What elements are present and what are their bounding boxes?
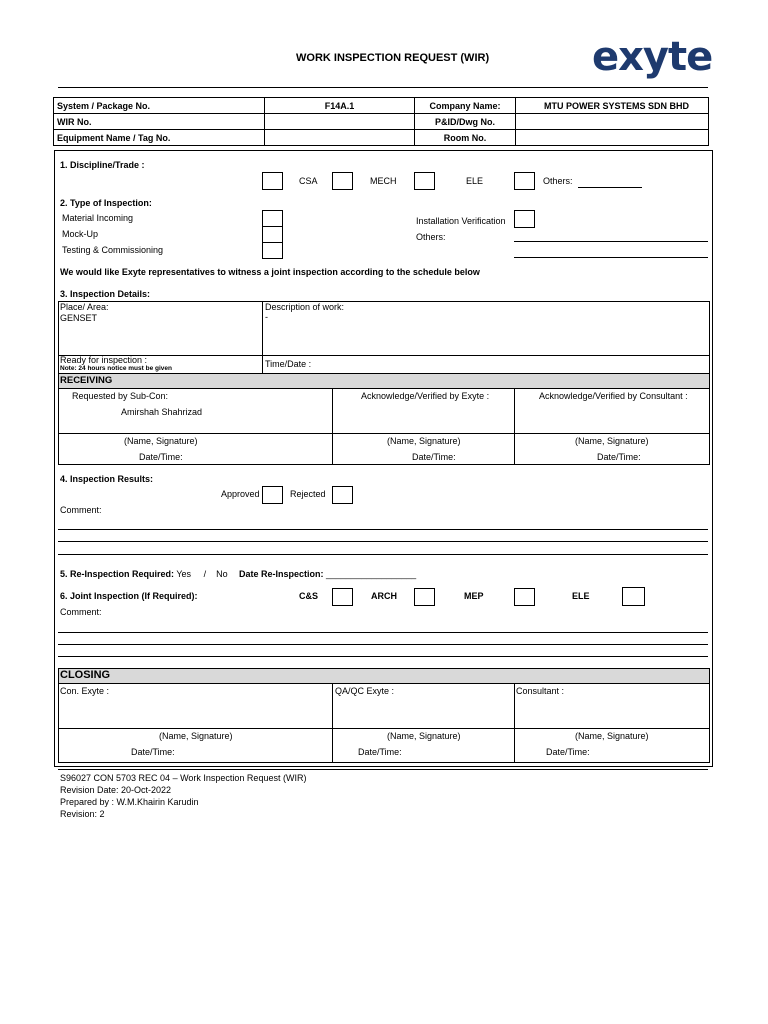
discipline-heading: 1. Discipline/Trade : [60, 160, 145, 170]
place-label: Place/ Area: [60, 302, 109, 312]
reinspection-row [60, 569, 228, 579]
description-label: Description of work: [265, 302, 345, 312]
receiving-row-divider [58, 433, 710, 434]
closing-header [58, 668, 710, 684]
con-exyte-label: Con. Exyte : [60, 686, 110, 696]
pid-value[interactable] [516, 114, 709, 130]
time-date-label: Time/Date : [265, 359, 312, 369]
wir-value[interactable] [265, 114, 415, 130]
qaqc-name-signature: (Name, Signature) [387, 731, 461, 741]
type-others-line-1[interactable] [514, 241, 708, 242]
receiving-divider-1 [332, 388, 333, 465]
details-divider [262, 301, 263, 374]
arch-checkbox[interactable] [414, 588, 435, 606]
csa-checkbox[interactable] [262, 172, 283, 190]
others-checkbox[interactable] [514, 172, 535, 190]
ele-label: ELE [466, 176, 484, 186]
closing-consultant-datetime: Date/Time: [546, 747, 590, 757]
qaqc-datetime: Date/Time: [358, 747, 402, 757]
approved-checkbox[interactable] [262, 486, 283, 504]
room-label: Room No. [415, 130, 516, 146]
details-row-divider [58, 355, 710, 356]
footer-prepared-by: Prepared by : W.M.Khairin Karudin [60, 797, 199, 807]
closing-row-divider [58, 728, 710, 729]
header-divider [58, 87, 708, 88]
details-heading: 3. Inspection Details: [60, 289, 151, 299]
room-value[interactable] [516, 130, 709, 146]
details-box [58, 301, 710, 374]
joint-comment-line-3[interactable] [58, 656, 708, 657]
ready-note: Note: 24 hours notice must be given [60, 365, 172, 372]
exyte-logo: exyte [592, 34, 713, 80]
joint-statement: We would like Exyte representatives to witness a joint inspection according to the schedule below [60, 267, 480, 277]
others-line[interactable] [578, 187, 642, 188]
consultant-datetime: Date/Time: [597, 452, 641, 462]
ack-consultant-label: Acknowledge/Verified by Consultant : [539, 391, 688, 401]
csa-label: CSA [299, 176, 318, 186]
joint-ele-checkbox[interactable] [622, 587, 645, 606]
receiving-title: RECEIVING [60, 375, 113, 386]
footer-divider [58, 769, 708, 770]
mep-label: MEP [464, 591, 484, 601]
reinspection-yes[interactable]: Yes [176, 569, 192, 579]
subcon-datetime: Date/Time: [139, 452, 183, 462]
results-comment-line-2[interactable] [58, 541, 708, 542]
equipment-label: Equipment Name / Tag No. [54, 130, 265, 146]
con-exyte-name-signature: (Name, Signature) [159, 731, 233, 741]
testing-checkbox[interactable] [262, 242, 283, 259]
joint-comment-label: Comment: [60, 607, 102, 617]
company-value[interactable]: MTU POWER SYSTEMS SDN BHD [516, 98, 709, 114]
results-comment-line-1[interactable] [58, 529, 708, 530]
exyte-name-signature: (Name, Signature) [387, 436, 461, 446]
subcon-name-signature: (Name, Signature) [124, 436, 198, 446]
ready-label: Ready for inspection : [60, 355, 148, 365]
material-incoming-label: Material Incoming [62, 213, 134, 223]
cs-checkbox[interactable] [332, 588, 353, 606]
reinspection-slash: / [203, 569, 207, 579]
mockup-label: Mock-Up [62, 229, 99, 239]
page-title: WORK INSPECTION REQUEST (WIR) [296, 52, 490, 64]
footer-revision-date: Revision Date: 20-Oct-2022 [60, 785, 172, 795]
closing-consultant-name-signature: (Name, Signature) [575, 731, 649, 741]
mech-label: MECH [370, 176, 397, 186]
requested-by-label: Requested by Sub-Con: [72, 391, 169, 401]
equipment-value[interactable] [265, 130, 415, 146]
wir-label: WIR No. [54, 114, 265, 130]
closing-divider-2 [514, 683, 515, 763]
con-exyte-datetime: Date/Time: [131, 747, 175, 757]
description-value[interactable]: - [265, 312, 268, 322]
joint-ele-label: ELE [572, 591, 590, 601]
info-table [53, 97, 709, 146]
installation-label: Installation Verification [416, 216, 506, 226]
company-label: Company Name: [415, 98, 516, 114]
testing-label: Testing & Commissioning [62, 245, 164, 255]
type-others-line-2[interactable] [514, 257, 708, 258]
joint-comment-line-1[interactable] [58, 632, 708, 633]
mech-checkbox[interactable] [332, 172, 353, 190]
closing-consultant-label: Consultant : [516, 686, 565, 696]
ack-exyte-label: Acknowledge/Verified by Exyte : [361, 391, 490, 401]
place-value[interactable]: GENSET [60, 313, 98, 323]
others-label: Others: [543, 176, 573, 186]
requested-by-name[interactable]: Amirshah Shahrizad [121, 407, 203, 417]
type-others-label: Others: [416, 232, 446, 242]
arch-label: ARCH [371, 591, 397, 601]
pid-label: P&ID/Dwg No. [415, 114, 516, 130]
exyte-datetime: Date/Time: [412, 452, 456, 462]
material-incoming-checkbox[interactable] [262, 210, 283, 227]
date-reinspection-blank[interactable]: __________________ [326, 569, 417, 579]
date-reinspection-label: Date Re-Inspection: [239, 569, 324, 579]
results-heading: 4. Inspection Results: [60, 474, 154, 484]
inspection-type-heading: 2. Type of Inspection: [60, 198, 152, 208]
installation-checkbox[interactable] [514, 210, 535, 228]
approved-label: Approved [221, 489, 260, 499]
rejected-checkbox[interactable] [332, 486, 353, 504]
mockup-checkbox[interactable] [262, 226, 283, 243]
qaqc-label: QA/QC Exyte : [335, 686, 395, 696]
results-comment-line-3[interactable] [58, 554, 708, 555]
mep-checkbox[interactable] [514, 588, 535, 606]
reinspection-heading: 5. Re-Inspection Required: [60, 569, 175, 579]
cs-label: C&S [299, 591, 319, 601]
closing-divider-1 [332, 683, 333, 763]
ele-checkbox[interactable] [414, 172, 435, 190]
consultant-name-signature: (Name, Signature) [575, 436, 649, 446]
footer-doc-ref: S96027 CON 5703 REC 04 – Work Inspection Request (WIR) [60, 773, 307, 783]
system-label: System / Package No. [54, 98, 265, 114]
system-value[interactable]: F14A.1 [265, 98, 415, 114]
footer-revision: Revision: 2 [60, 809, 105, 819]
receiving-header [58, 373, 710, 389]
receiving-divider-2 [514, 388, 515, 465]
joint-comment-line-2[interactable] [58, 644, 708, 645]
closing-title: CLOSING [60, 669, 111, 681]
results-comment-label: Comment: [60, 505, 102, 515]
date-reinspection-row [239, 569, 416, 579]
rejected-label: Rejected [290, 489, 326, 499]
joint-heading: 6. Joint Inspection (If Required): [60, 591, 198, 601]
reinspection-no[interactable]: No [216, 569, 228, 579]
